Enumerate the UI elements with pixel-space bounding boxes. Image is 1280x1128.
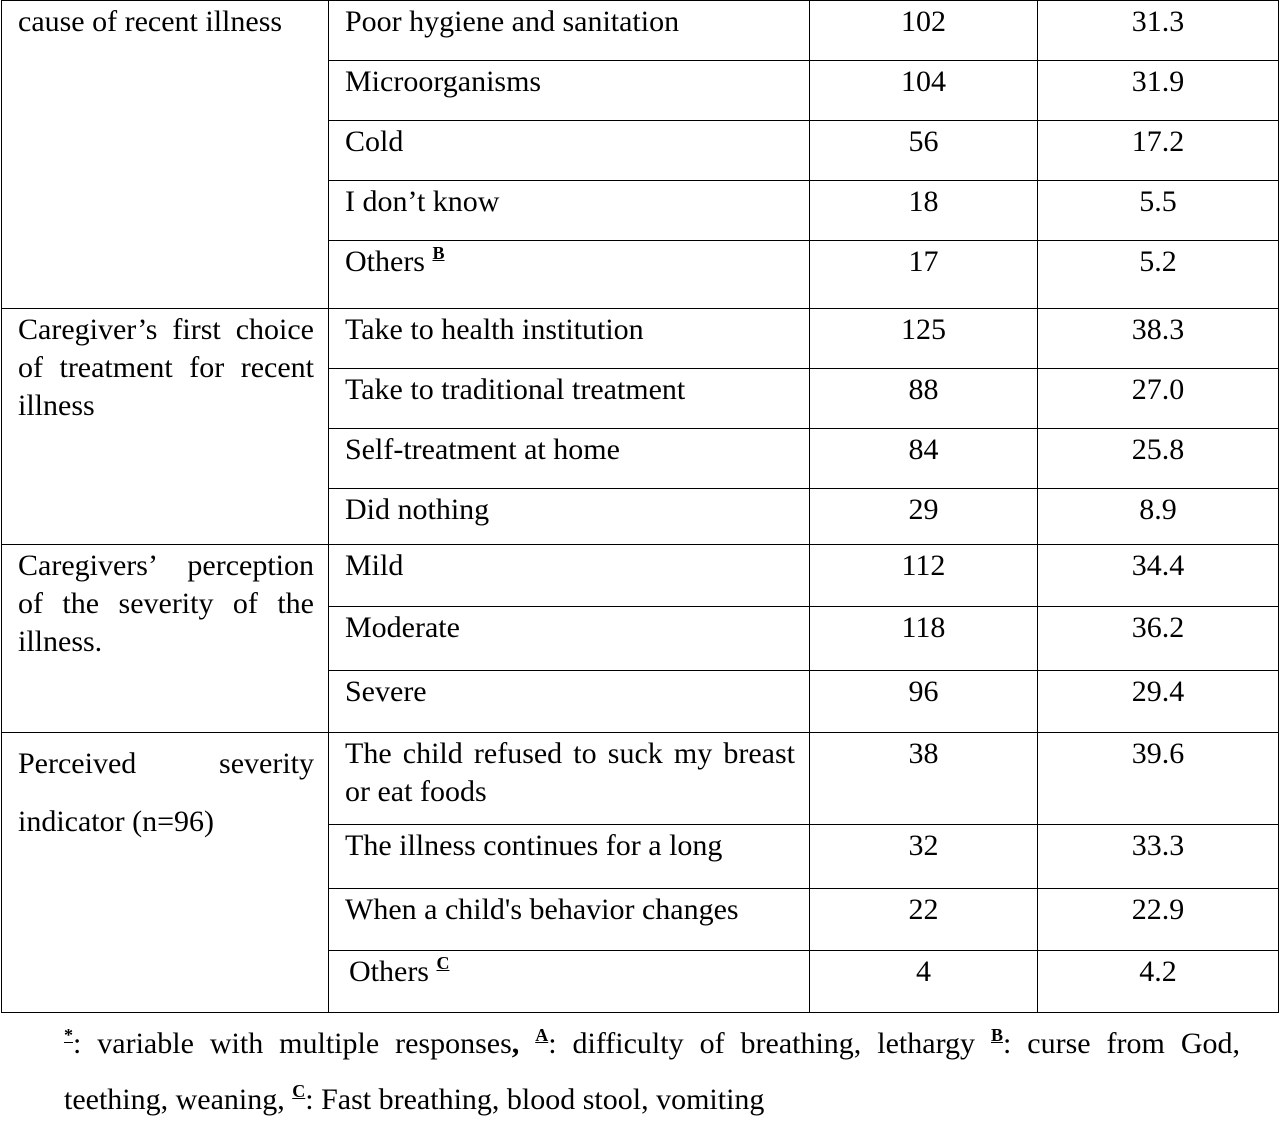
count-cell: 88 bbox=[810, 369, 1038, 429]
response-cell: Take to traditional treatment bbox=[329, 369, 810, 429]
percent-cell: 22.9 bbox=[1038, 889, 1279, 951]
count-cell: 18 bbox=[810, 181, 1038, 241]
count-cell: 112 bbox=[810, 545, 1038, 607]
footnote-c-marker: C bbox=[292, 1081, 306, 1101]
response-cell: Moderate bbox=[329, 607, 810, 671]
count-cell: 32 bbox=[810, 825, 1038, 889]
percent-cell: 36.2 bbox=[1038, 607, 1279, 671]
table-row bbox=[2, 545, 1279, 607]
category-cell: Perceived severity indicator (n=96) bbox=[2, 733, 329, 1013]
results-table bbox=[1, 0, 1279, 1013]
count-cell: 102 bbox=[810, 1, 1038, 61]
table-footnote bbox=[64, 1016, 1240, 1128]
category-cell: Caregiver’s first choice of treatment for recent illness bbox=[2, 309, 329, 545]
percent-cell: 4.2 bbox=[1038, 951, 1279, 1013]
response-cell: Others $^C$ bbox=[329, 951, 810, 1013]
percent-cell: 17.2 bbox=[1038, 121, 1279, 181]
footnote-star-marker: * bbox=[64, 1025, 73, 1045]
footnote-star-text: : variable with multiple responses bbox=[73, 1027, 512, 1060]
response-cell: I don’t know bbox=[329, 181, 810, 241]
footnote-marker: B bbox=[432, 243, 445, 263]
count-cell: 118 bbox=[810, 607, 1038, 671]
footnote-c-text: : Fast breathing, blood stool, vomiting bbox=[305, 1083, 765, 1116]
count-cell: 56 bbox=[810, 121, 1038, 181]
count-cell: 4 bbox=[810, 951, 1038, 1013]
response-cell: The illness continues for a long bbox=[329, 825, 810, 889]
count-cell: 84 bbox=[810, 429, 1038, 489]
percent-cell: 25.8 bbox=[1038, 429, 1279, 489]
response-cell: Take to health institution bbox=[329, 309, 810, 369]
percent-cell: 5.2 bbox=[1038, 241, 1279, 309]
percent-cell: 33.3 bbox=[1038, 825, 1279, 889]
percent-cell: 34.4 bbox=[1038, 545, 1279, 607]
footnote-a-text: : difficulty of breathing, lethargy bbox=[548, 1027, 991, 1060]
count-cell: 96 bbox=[810, 671, 1038, 733]
percent-cell: 27.0 bbox=[1038, 369, 1279, 429]
count-cell: 29 bbox=[810, 489, 1038, 545]
percent-cell: 5.5 bbox=[1038, 181, 1279, 241]
percent-cell: 8.9 bbox=[1038, 489, 1279, 545]
count-cell: 38 bbox=[810, 733, 1038, 825]
category-cell: cause of recent illness bbox=[2, 1, 329, 309]
table-row bbox=[2, 309, 1279, 369]
table-row bbox=[2, 733, 1279, 825]
response-cell: Did nothing bbox=[329, 489, 810, 545]
footnote-b-marker: B bbox=[990, 1025, 1003, 1045]
footnote-marker: C bbox=[436, 953, 450, 973]
response-cell: Microorganisms bbox=[329, 61, 810, 121]
response-cell: Mild bbox=[329, 545, 810, 607]
percent-cell: 31.3 bbox=[1038, 1, 1279, 61]
percent-cell: 31.9 bbox=[1038, 61, 1279, 121]
response-cell: Cold bbox=[329, 121, 810, 181]
count-cell: 104 bbox=[810, 61, 1038, 121]
count-cell: 22 bbox=[810, 889, 1038, 951]
percent-cell: 39.6 bbox=[1038, 733, 1279, 825]
count-cell: 125 bbox=[810, 309, 1038, 369]
table-row bbox=[2, 1, 1279, 61]
response-cell: Others $^B$ bbox=[329, 241, 810, 309]
response-cell: Self-treatment at home bbox=[329, 429, 810, 489]
response-cell: When a child's behavior changes bbox=[329, 889, 810, 951]
footnote-separator: , bbox=[511, 1027, 520, 1060]
footnote-a-marker: A bbox=[535, 1025, 549, 1045]
category-cell: Caregivers’ perception of the severity of the illness. bbox=[2, 545, 329, 733]
response-cell: Severe bbox=[329, 671, 810, 733]
response-cell: The child refused to suck my breast or eat foods bbox=[329, 733, 810, 825]
response-cell: Poor hygiene and sanitation bbox=[329, 1, 810, 61]
percent-cell: 38.3 bbox=[1038, 309, 1279, 369]
footnote-b-text: : curse from God, teething, weaning, bbox=[64, 1027, 1240, 1116]
percent-cell: 29.4 bbox=[1038, 671, 1279, 733]
count-cell: 17 bbox=[810, 241, 1038, 309]
